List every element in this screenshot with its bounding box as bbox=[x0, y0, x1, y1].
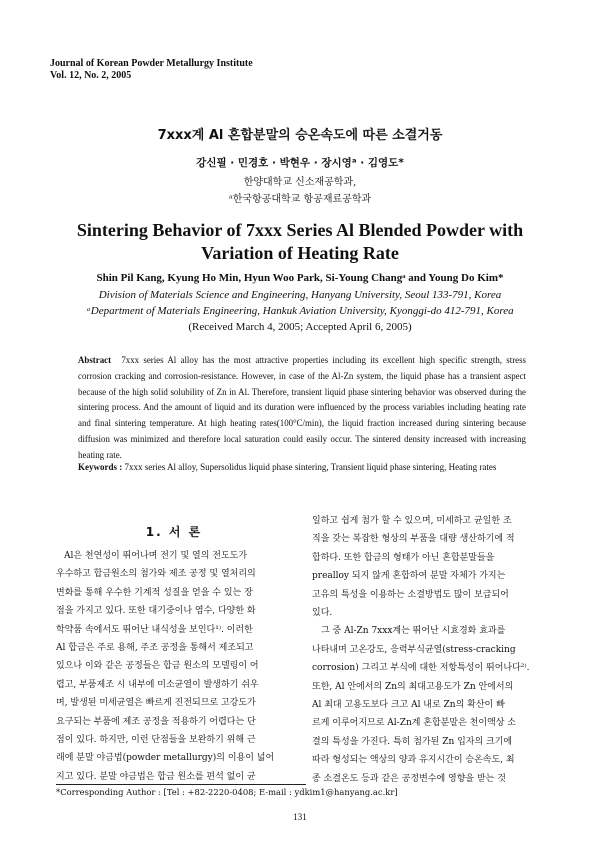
body-line: 고유의 특성을 이용하는 소결방법도 많이 보급되어 bbox=[312, 589, 509, 600]
keywords bbox=[78, 460, 528, 475]
page-number: 131 bbox=[293, 812, 307, 822]
journal-volume: Vol. 12, No. 2, 2005 bbox=[50, 70, 132, 81]
journal-name: Journal of Korean Powder Metallurgy Institute bbox=[50, 58, 253, 69]
body-line: Al은 천연성이 뛰어나며 전기 및 열의 전도도가 bbox=[64, 551, 248, 561]
received-dates: (Received March 4, 2005; Accepted April 6, 2005) bbox=[188, 321, 412, 333]
body-line: 따라 형성되는 액상의 양과 유지시간이 승온속도, 최 bbox=[312, 755, 515, 766]
body-line: 결의 특성을 가진다. 특히 첨가된 Zn 입자의 크기에 bbox=[312, 736, 513, 747]
body-line: 며, 발생된 미세균열은 빠르게 진전되므로 고강도가 bbox=[56, 698, 256, 709]
body-line: 점을 가지고 있다. 또한 대기중이나 염수, 다양한 화 bbox=[56, 606, 256, 617]
body-line: 점이 있다. 하지만, 이런 단점들을 보완하기 위해 근 bbox=[56, 735, 256, 745]
body-line: 우수하고 합금원소의 첨가와 제조 공정 및 열처리의 bbox=[56, 569, 256, 580]
body-line: 종 소결온도 등과 같은 공정변수에 영향을 받는 것 bbox=[312, 773, 506, 784]
body-line: 렵고, 부품제조 시 내부에 미소균열이 발생하기 쉬우 bbox=[56, 679, 259, 690]
keywords-text: 7xxx series Al alloy, Supersolidus liquid phase sintering, Transient liquid phase sintering, Heating rates bbox=[124, 462, 497, 472]
abstract-text: 7xxx series Al alloy has the most attractive properties including its excellent high specific strength, stress corrosion cracking and corrosion-resistance. However, in case of the Al-Zn system, the liquid phase has a transient aspect because of the high solid solubility of Zn in Al. Therefore, transient liquid phase sintering behavior was observed during the sintering process. And the amount of liquid and its duration were influenced by the process variables including heating rate and final sintering temperature. At high heating rates(100°C/min), the liquid fraction increased during sintering because diffusion was minimized and therefore local saturation could easily occur. The sintered density increased with increasing heating rate. bbox=[78, 355, 526, 460]
body-line: 있으나 이와 같은 공정들은 합금 원소의 모델링이 어 bbox=[56, 661, 259, 672]
body-line: 나타내며 고온강도, 응력부식균열(stress-cracking bbox=[312, 644, 516, 655]
body-line: corrosion) 그리고 부식에 대한 저항특성이 뛰어나다²⁾. bbox=[312, 663, 530, 674]
english-authors: Shin Pil Kang, Kyung Ho Min, Hyun Woo Park, Si-Young Changᵃ and Young Do Kim* bbox=[96, 272, 504, 284]
body-line: 변화를 통해 우수한 기계적 성질을 얻을 수 있는 장 bbox=[56, 587, 253, 598]
body-line: 학약품 속에서도 뛰어난 내식성을 보인다¹⁾. 이러한 bbox=[56, 624, 253, 635]
korean-title: 7xxx계 Al 혼합분말의 승온속도에 따른 소결거동 bbox=[157, 128, 443, 143]
body-line: 합하다. 또한 합금의 형태가 아닌 혼합분말들을 bbox=[312, 552, 495, 563]
english-affiliation-1: Division of Materials Science and Engineering, Hanyang University, Seoul 133-791, Korea bbox=[98, 289, 502, 301]
corresponding-author-footnote: *Corresponding Author : [Tel : +82-2220-0408; E-mail : ydkim1@hanyang.ac.kr] bbox=[56, 787, 398, 797]
body-line: prealloy 되지 않게 혼합하여 분말 자체가 가지는 bbox=[312, 571, 506, 582]
body-line: 래에 분말 야금법(powder metallurgy)의 이용이 넓어 bbox=[56, 753, 275, 764]
english-title-line-1: Sintering Behavior of 7xxx Series Al Blended Powder with bbox=[76, 220, 524, 240]
body-line: Al 최대 고용도보다 크고 Al 내로 Zn의 확산이 빠 bbox=[312, 700, 505, 710]
body-line: 요구되는 부품에 제조 공정을 적용하기 어렵다는 단 bbox=[56, 716, 256, 727]
body-line: 지고 있다. 분말 야금법은 합금 원소를 편석 없이 균 bbox=[56, 771, 256, 782]
section-heading-introduction: 1. 서 론 bbox=[145, 525, 203, 539]
body-line: 있다. bbox=[312, 608, 333, 618]
body-line: 직을 갖는 복잡한 형상의 부품을 대량 생산하기에 적 bbox=[312, 534, 515, 545]
body-line: 또한, Al 안에서의 Zn의 최대고용도가 Zn 안에서의 bbox=[312, 681, 514, 692]
footnote-divider bbox=[56, 784, 306, 785]
journal-header bbox=[50, 58, 350, 82]
korean-authors: 강신필 · 민경호 · 박현우 · 장시영ᵃ · 김영도* bbox=[196, 157, 404, 169]
body-line: 르게 이루어지므로 Al-Zn계 혼합분말은 천이액상 소 bbox=[312, 718, 516, 729]
abstract bbox=[78, 353, 526, 464]
body-line: 그 중 Al-Zn 7xxx계는 뛰어난 시효경화 효과를 bbox=[321, 626, 506, 637]
body-line: 일하고 쉽게 첨가 할 수 있으며, 미세하고 균일한 조 bbox=[312, 516, 512, 526]
english-affiliation-2: ᵃDepartment of Materials Engineering, Hankuk Aviation University, Kyonggi-do 412-791, Korea bbox=[86, 305, 514, 317]
body-line: Al 합금은 주로 용해, 주조 공정을 통해서 제조되고 bbox=[56, 643, 254, 653]
english-title-line-2: Variation of Heating Rate bbox=[201, 243, 399, 263]
korean-affiliation-1: 한양대학교 신소재공학과, bbox=[243, 177, 357, 188]
korean-affiliation-2: ᵃ한국항공대학교 항공재료공학과 bbox=[228, 194, 372, 205]
abstract-label: Abstract bbox=[78, 355, 112, 365]
keywords-label: Keywords : bbox=[78, 462, 123, 472]
